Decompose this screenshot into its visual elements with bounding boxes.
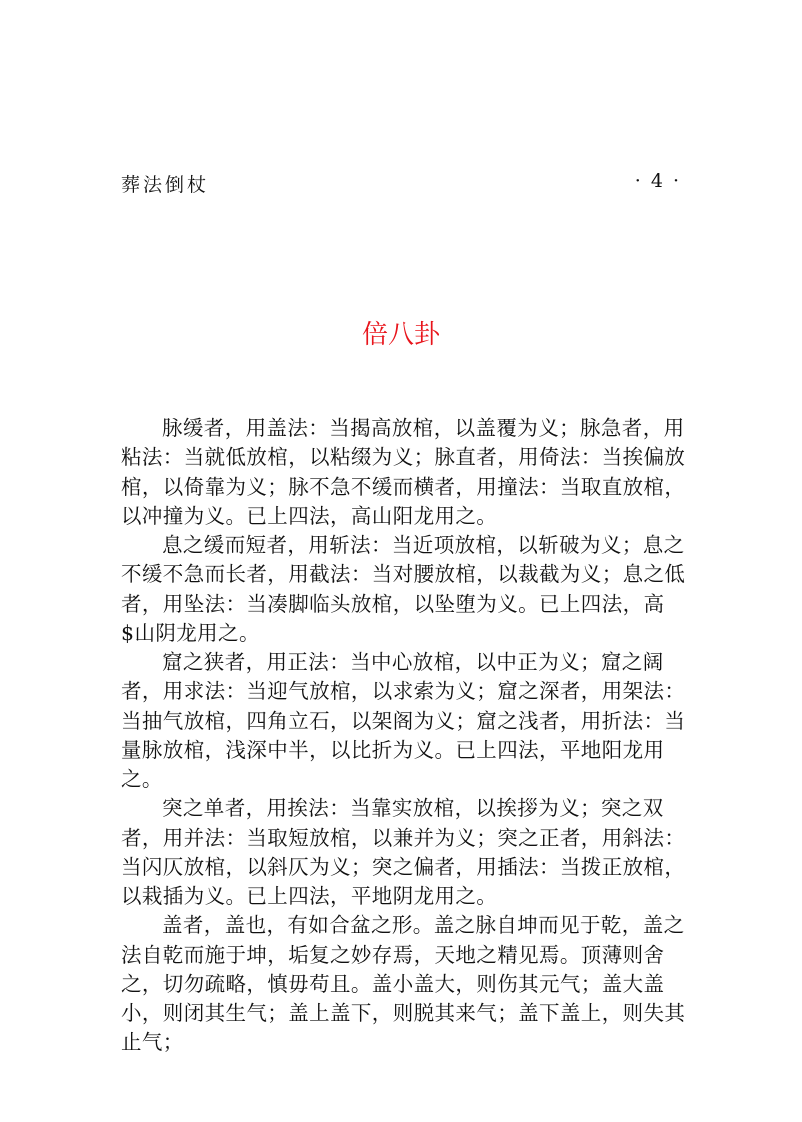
page-number: · 4 · xyxy=(634,170,681,192)
paragraph: 脉缓者，用盖法：当揭高放棺，以盖覆为义；脉急者，用粘法：当就低放棺，以粘缀为义；脉直者，用倚法：当挨偏放棺，以倚靠为义；脉不急不缓而横者，用撞法：当取直放棺，以冲撞为义。已上四法，高山阳龙用之。 xyxy=(121,416,686,528)
running-header xyxy=(121,170,681,200)
paragraph: 突之单者，用挨法：当靠实放棺，以挨拶为义；突之双者，用并法：当取短放棺，以兼并为义；突之正者，用斜法：当闪仄放棺，以斜仄为义；突之偏者，用插法：当拨正放棺，以栽插为义。已上四法，平地阴龙用之。 xyxy=(121,796,686,908)
body-text xyxy=(121,414,691,1058)
paragraph: 盖者，盖也，有如合盆之形。盖之脉自坤而见于乾，盖之法自乾而施于坤，垢复之妙存焉，天地之精见焉。顶薄则舍之，切勿疏略，慎毋苟且。盖小盖大，则伤其元气；盖大盖小，则闭其生气；盖上盖下，则脱其来气；盖下盖上，则失其止气； xyxy=(121,913,686,1055)
section-title: 倍八卦 xyxy=(361,320,440,350)
paragraph: 窟之狭者，用正法：当中心放棺，以中正为义；窟之阔者，用求法：当迎气放棺，以求索为义；窟之深者，用架法：当抽气放棺，四角立石，以架阁为义；窟之浅者，用折法：当量脉放棺，浅深中半，以比折为义。已上四法，平地阳龙用之。 xyxy=(121,650,686,791)
paragraph: 息之缓而短者，用斩法：当近项放棺，以斩破为义；息之不缓不急而长者，用截法：当对腰放棺，以裁截为义；息之低者，用坠法：当凑脚临头放棺，以坠堕为义。已上四法，高$山阴龙用之。 xyxy=(121,533,686,645)
book-title: 葬法倒杖 xyxy=(121,174,210,196)
